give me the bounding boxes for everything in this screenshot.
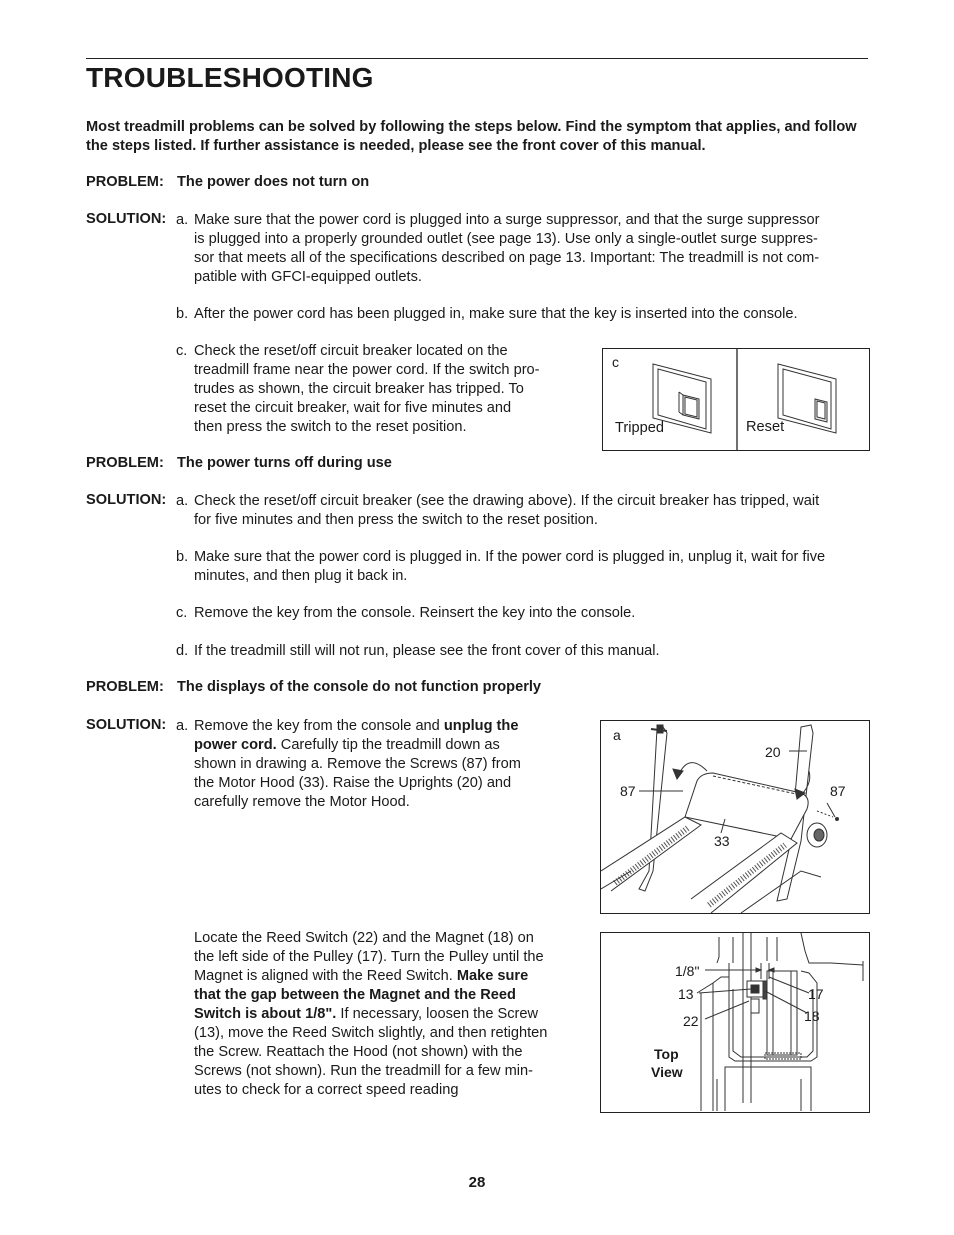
text: utes to check for a correct speed reading <box>194 1082 459 1098</box>
step-text <box>194 548 825 586</box>
callout-reed-switch: 22 <box>683 1013 699 1029</box>
step-text <box>194 305 798 324</box>
p2-step-a <box>176 492 876 532</box>
line: Make sure that the power cord is plugged in. If the power cord is plugged in, unplug it, wait for five <box>194 549 826 565</box>
page-title: TROUBLESHOOTING <box>86 62 374 93</box>
line <box>194 948 547 967</box>
line <box>194 967 547 986</box>
callout-screw-right: 87 <box>830 783 846 799</box>
line <box>194 717 521 736</box>
treadmill-illustration <box>601 721 869 913</box>
bold-text: power cord. <box>194 737 277 753</box>
problem-text: The power turns off during use <box>177 455 392 471</box>
line <box>194 1024 547 1043</box>
reset-label: Reset <box>746 419 785 435</box>
step-text <box>194 342 540 437</box>
step-text <box>194 642 660 661</box>
bold-text: Switch is about 1/8". <box>194 1006 337 1022</box>
p2-step-b <box>176 548 876 588</box>
line <box>194 793 521 812</box>
intro-paragraph: Most treadmill problems can be solved by following the steps below. Find the symptom that applies, and follow the steps listed. If further assistance is needed, please see the front cover of this manual. <box>86 119 857 154</box>
figure-letter: a <box>613 727 621 743</box>
problem-text: The power does not turn on <box>177 174 370 190</box>
text: Remove the key from the console and <box>194 718 444 734</box>
solution-label: SOLUTION: <box>86 211 167 227</box>
figure-letter: c <box>612 354 619 370</box>
line <box>194 986 547 1005</box>
text: Carefully tip the treadmill down as <box>276 737 500 753</box>
view-label-view: View <box>651 1064 683 1080</box>
line: reset the circuit breaker, wait for five minutes and <box>194 400 512 416</box>
tripped-label: Tripped <box>615 420 664 436</box>
text: the left side of the Pulley (17). Turn the Pulley until the <box>194 949 544 965</box>
line: After the power cord has been plugged in, make sure that the key is inserted into the console. <box>194 306 798 322</box>
text: the Motor Hood (33). Raise the Uprights (20) and <box>194 775 512 791</box>
callout-screw: 13 <box>678 986 694 1002</box>
problem-label: PROBLEM: <box>86 455 164 471</box>
line: treadmill frame near the power cord. If the switch pro- <box>194 362 540 378</box>
problem-label: PROBLEM: <box>86 679 164 695</box>
text: If necessary, loosen the Screw <box>336 1006 539 1022</box>
line <box>194 1081 547 1100</box>
line: If the treadmill still will not run, please see the front cover of this manual. <box>194 643 660 659</box>
line: Check the reset/off circuit breaker (see the drawing above). If the circuit breaker has tripped, wait <box>194 493 820 509</box>
p1-step-b <box>176 305 876 325</box>
line <box>194 774 521 793</box>
step-text <box>194 929 547 1100</box>
step-text <box>194 604 635 623</box>
text: Magnet is aligned with the Reed Switch. <box>194 968 457 984</box>
motor-hood-figure <box>600 720 870 914</box>
line: Make sure that the power cord is plugged into a surge suppressor, and that the surge suppressor <box>194 212 820 228</box>
problem-label: PROBLEM: <box>86 174 164 190</box>
line: for five minutes and then press the switch to the reset position. <box>194 512 598 528</box>
line: patible with GFCI-equipped outlets. <box>194 269 422 285</box>
step-letter: c. <box>176 605 188 621</box>
callout-gap: 1/8" <box>675 963 700 979</box>
text: shown in drawing a. Remove the Screws (87) from <box>194 756 521 772</box>
callout-magnet: 18 <box>804 1008 820 1024</box>
line <box>194 755 521 774</box>
p1-step-c <box>176 342 576 442</box>
text: Locate the Reed Switch (22) and the Magnet (18) on <box>194 930 534 946</box>
callout-pulley: 17 <box>808 986 824 1002</box>
text: carefully remove the Motor Hood. <box>194 794 410 810</box>
callout-screw-left: 87 <box>620 783 636 799</box>
p2-step-d <box>176 642 876 662</box>
step-letter: b. <box>176 549 189 565</box>
line: then press the switch to the reset position. <box>194 419 467 435</box>
line <box>194 736 521 755</box>
reed-switch-figure <box>600 932 870 1113</box>
bold-text: that the gap between the Magnet and the Reed <box>194 987 516 1003</box>
page-number: 28 <box>468 1174 486 1191</box>
breaker-figure <box>602 348 870 451</box>
bold-text: Make sure <box>456 968 529 984</box>
step-letter: c. <box>176 343 188 359</box>
text: the Screw. Reattach the Hood (not shown) with the <box>194 1044 523 1060</box>
step-letter: a. <box>176 493 189 509</box>
callout-upright: 20 <box>765 744 781 760</box>
p3-step-reed <box>176 929 576 1109</box>
step-text <box>194 211 819 287</box>
line: trudes as shown, the circuit breaker has tripped. To <box>194 381 524 397</box>
p1-step-a <box>176 211 876 291</box>
solution-label: SOLUTION: <box>86 717 167 733</box>
callout-hood: 33 <box>714 833 730 849</box>
reed-switch-illustration <box>601 933 869 1112</box>
line: sor that meets all of the specifications described on page 13. Important: The treadmill is not com- <box>194 250 820 266</box>
step-letter: b. <box>176 306 189 322</box>
header-rule <box>86 58 868 59</box>
line: Remove the key from the console. Reinsert the key into the console. <box>194 605 636 621</box>
view-label-top: Top <box>654 1046 679 1062</box>
p2-step-c <box>176 604 876 624</box>
line <box>194 1062 547 1081</box>
bold-text: unplug the <box>443 718 519 734</box>
text: Screws (not shown). Run the treadmill for a few min- <box>194 1063 534 1079</box>
line: is plugged into a properly grounded outlet (see page 13). Use only a single-outlet surge suppres- <box>194 231 818 247</box>
solution-label: SOLUTION: <box>86 492 167 508</box>
step-letter: d. <box>176 643 189 659</box>
problem-2 <box>86 455 392 471</box>
problem-3 <box>86 679 541 695</box>
line <box>194 1005 547 1024</box>
step-text <box>194 717 521 812</box>
problem-text: The displays of the console do not function properly <box>177 679 542 695</box>
line: Check the reset/off circuit breaker located on the <box>194 343 508 359</box>
problem-1 <box>86 174 369 190</box>
line <box>194 929 547 948</box>
step-letter: a. <box>176 212 189 228</box>
p3-step-a <box>176 717 576 817</box>
line: minutes, and then plug it back in. <box>194 568 408 584</box>
text: (13), move the Reed Switch slightly, and then retighten <box>194 1025 548 1041</box>
step-letter: a. <box>176 718 189 734</box>
step-text <box>194 492 819 530</box>
line <box>194 1043 547 1062</box>
